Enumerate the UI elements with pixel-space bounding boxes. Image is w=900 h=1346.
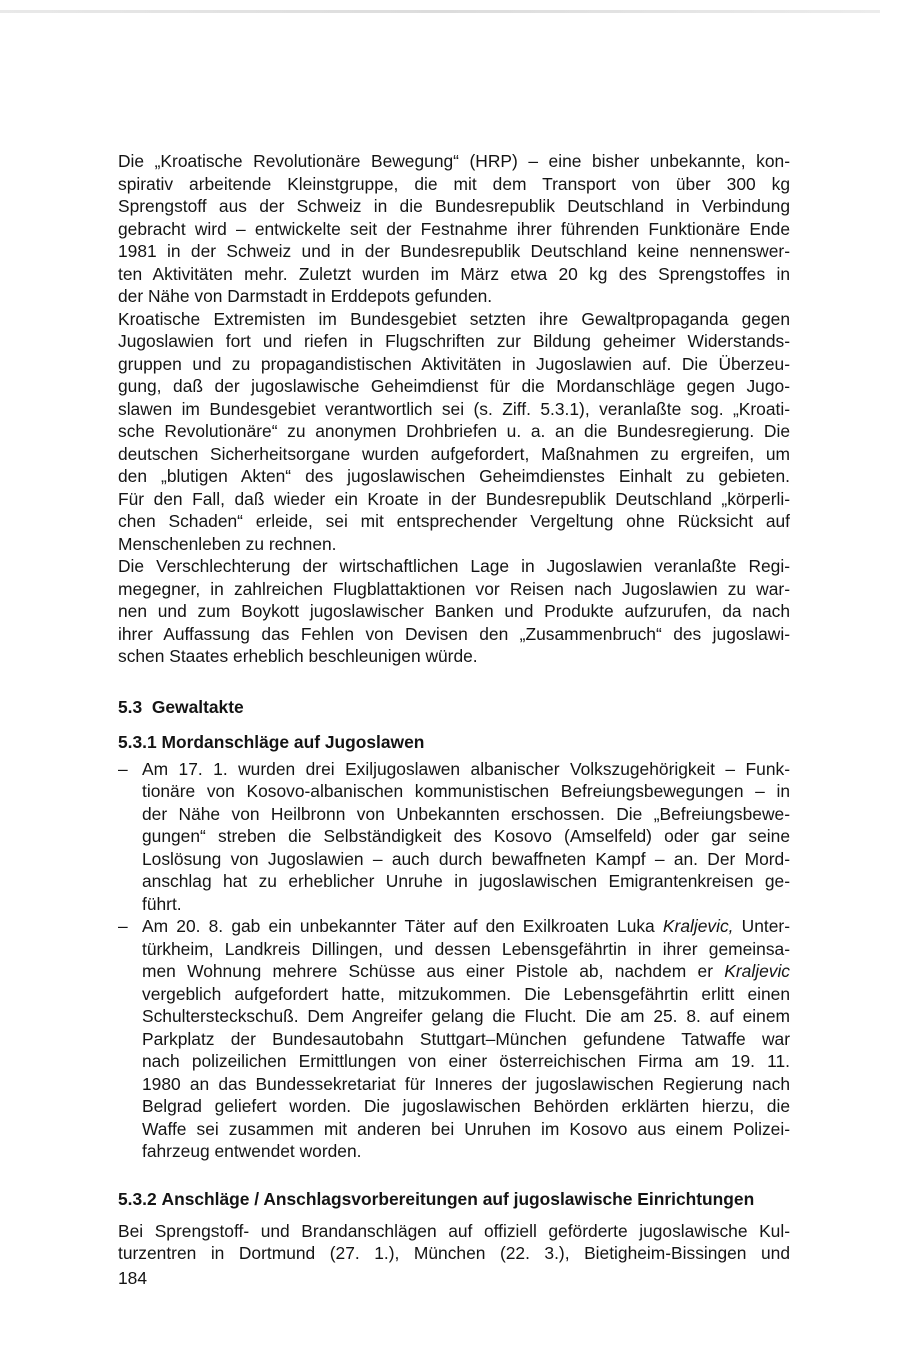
section-heading-5-3 — [118, 696, 790, 718]
text-line: Am 17. 1. wurden drei Exiljugoslawen albanischer Volkszugehörigkeit – Funk- — [142, 758, 790, 779]
text-line: türkheim, Landkreis Dillingen, und dessen Lebensgefährtin in ihrer gemeinsa- — [142, 938, 790, 959]
text-line: 1980 an das Bundessekretariat für Inneres der jugoslawischen Regierung nach — [142, 1073, 790, 1094]
list-dash: – — [118, 916, 128, 936]
text-line: Für den Fall, daß wieder ein Kroate in der Bundesrepublik Deutschland „körperli- — [118, 488, 790, 509]
list-item — [118, 915, 790, 1163]
text-line: gebracht wird – entwickelte seit der Festnahme ihrer führenden Funktionäre Ende — [118, 218, 790, 239]
text-line: tionäre von Kosovo-albanischen kommunistischen Befreiungsbewegungen – in — [142, 781, 790, 801]
text-line: den „blutigen Akten“ des jugoslawischen Geheimdienstes Einhalt zu gebieten. — [118, 466, 790, 486]
text-line: der Nähe von Heilbronn von Unbekannten erschossen. Die „Befreiungsbewe- — [142, 803, 790, 824]
person-name: Kraljevic, — [662, 916, 734, 936]
text-line: fahrzeug entwendet worden. — [142, 1141, 362, 1161]
paragraph-economic-situation — [118, 555, 790, 668]
text-line: nen und zum Boykott jugoslawischer Banken und Produkte aufzurufen, da nach — [118, 601, 790, 621]
text-line: schen Staates erheblich beschleunigen würde. — [118, 646, 478, 666]
section-heading-5-3-2 — [118, 1188, 790, 1210]
text-line: deutschen Sicherheitsorgane wurden aufgefordert, Maßnahmen zu ergreifen, um — [118, 443, 790, 464]
section-number: 5.3 — [118, 696, 143, 717]
list-item-text — [142, 758, 790, 916]
text-line: chen Schaden“ erleide, sei mit entsprechender Vergeltung ohne Rücksicht auf — [118, 511, 790, 531]
text-line: ten Aktivitäten mehr. Zuletzt wurden im März etwa 20 kg des Sprengstoffes in — [118, 263, 790, 284]
text-line: turzentren in Dortmund (27. 1.), München (22. 3.), Bietigheim-Bissingen und — [118, 1243, 790, 1263]
text-line: Bei Sprengstoff- und Brandanschlägen auf offiziell geförderte jugoslawische Kul- — [118, 1220, 790, 1241]
text-line: vergeblich aufgefordert hatte, mitzukommen. Die Lebensgefährtin erlitt einen — [142, 983, 790, 1004]
section-title: Mordanschläge auf Jugoslawen — [161, 731, 425, 752]
text-line: anschlag hat zu erheblicher Unruhe in jugoslawischen Emigrantenkreisen ge- — [142, 871, 790, 891]
section-heading-5-3-1 — [118, 731, 790, 753]
text-line: Jugoslawien fort und riefen in Flugschriften zur Bildung geheimer Widerstands- — [118, 331, 790, 351]
text-line: Sprengstoff aus der Schweiz in die Bundesrepublik Deutschland in Verbindung — [118, 196, 790, 216]
paragraph-attacks — [118, 1220, 790, 1265]
section-title: Anschläge / Anschlagsvorbereitungen auf jugoslawische Einrichtungen — [161, 1188, 755, 1209]
text-line — [142, 960, 790, 983]
text-line: slawen im Bundesgebiet verantwortlich sei (s. Ziff. 5.3.1), veranlaßte sog. „Kroati- — [118, 398, 790, 419]
text-line: 1981 in der Schweiz und in der Bundesrepublik Deutschland keine nennenswer- — [118, 241, 790, 261]
person-name: Kraljevic — [724, 961, 790, 981]
text-line: Die „Kroatische Revolutionäre Bewegung“ (HRP) – eine bisher unbekannte, kon- — [118, 151, 790, 171]
section-number: 5.3.1 — [118, 731, 157, 752]
section-number: 5.3.2 — [118, 1188, 157, 1209]
text-line: gung, daß der jugoslawische Geheimdienst für die Mordanschläge gegen Jugo- — [118, 376, 790, 396]
paragraph-croatian-extremists — [118, 308, 790, 556]
incident-list — [118, 758, 790, 1163]
text-line: der Nähe von Darmstadt in Erddepots gefunden. — [118, 286, 493, 306]
text-line: sche Revolutionäre“ zu anonymen Drohbriefen u. a. an die Bundesregierung. Die — [118, 421, 790, 441]
text-line: Waffe sei zusammen mit anderen bei Unruhen im Kosovo aus einem Polizei- — [142, 1118, 790, 1139]
text-run: Am 20. 8. gab ein unbekannter Täter auf den Exilkroaten Luka — [142, 916, 663, 936]
text-line: Die Verschlechterung der wirtschaftlichen Lage in Jugoslawien veranlaßte Regi- — [118, 556, 790, 576]
text-line: spirativ arbeitende Kleinstgruppe, die mit dem Transport von über 300 kg — [118, 173, 790, 194]
text-line: Loslösung von Jugoslawien – auch durch bewaffneten Kampf – an. Der Mord- — [142, 848, 790, 869]
text-line: Menschenleben zu rechnen. — [118, 533, 337, 554]
text-line: gungen“ streben die Selbständigkeit des Kosovo (Amselfeld) oder gar seine — [142, 826, 790, 846]
scan-edge — [0, 10, 880, 13]
text-line: Parkplatz der Bundesautobahn Stuttgart–München gefundene Tatwaffe war — [142, 1028, 790, 1049]
text-line: Schultersteckschuß. Dem Angreifer gelang die Flucht. Die am 25. 8. auf einem — [142, 1006, 790, 1026]
section-title: Gewaltakte — [151, 696, 244, 717]
list-item — [118, 758, 790, 916]
list-dash: – — [118, 758, 128, 779]
text-line: gruppen und zu propagandistischen Aktivitäten in Jugoslawien auf. Die Überzeu- — [118, 353, 790, 374]
text-line: Belgrad geliefert worden. Die jugoslawischen Behörden erklärten hierzu, die — [142, 1096, 790, 1116]
list-item-text — [142, 915, 790, 1163]
text-line — [142, 915, 790, 938]
paragraph-hrp — [118, 150, 790, 308]
text-run: men Wohnung mehrere Schüsse aus einer Pistole ab, nachdem er — [142, 961, 725, 981]
text-line: ihrer Auffassung das Fehlen von Devisen den „Zusammenbruch“ des jugoslawi- — [118, 623, 790, 644]
text-line: nach polizeilichen Ermittlungen von einer österreichischen Firma am 19. 11. — [142, 1051, 790, 1071]
page-number: 184 — [118, 1268, 148, 1288]
text-line: führt. — [142, 893, 182, 914]
text-run: Unter- — [733, 916, 790, 936]
text-line: megegner, in zahlreichen Flugblattaktionen vor Reisen nach Jugoslawien zu war- — [118, 578, 790, 599]
document-page — [118, 150, 790, 1265]
text-line: Kroatische Extremisten im Bundesgebiet setzten ihre Gewaltpropaganda gegen — [118, 308, 790, 329]
